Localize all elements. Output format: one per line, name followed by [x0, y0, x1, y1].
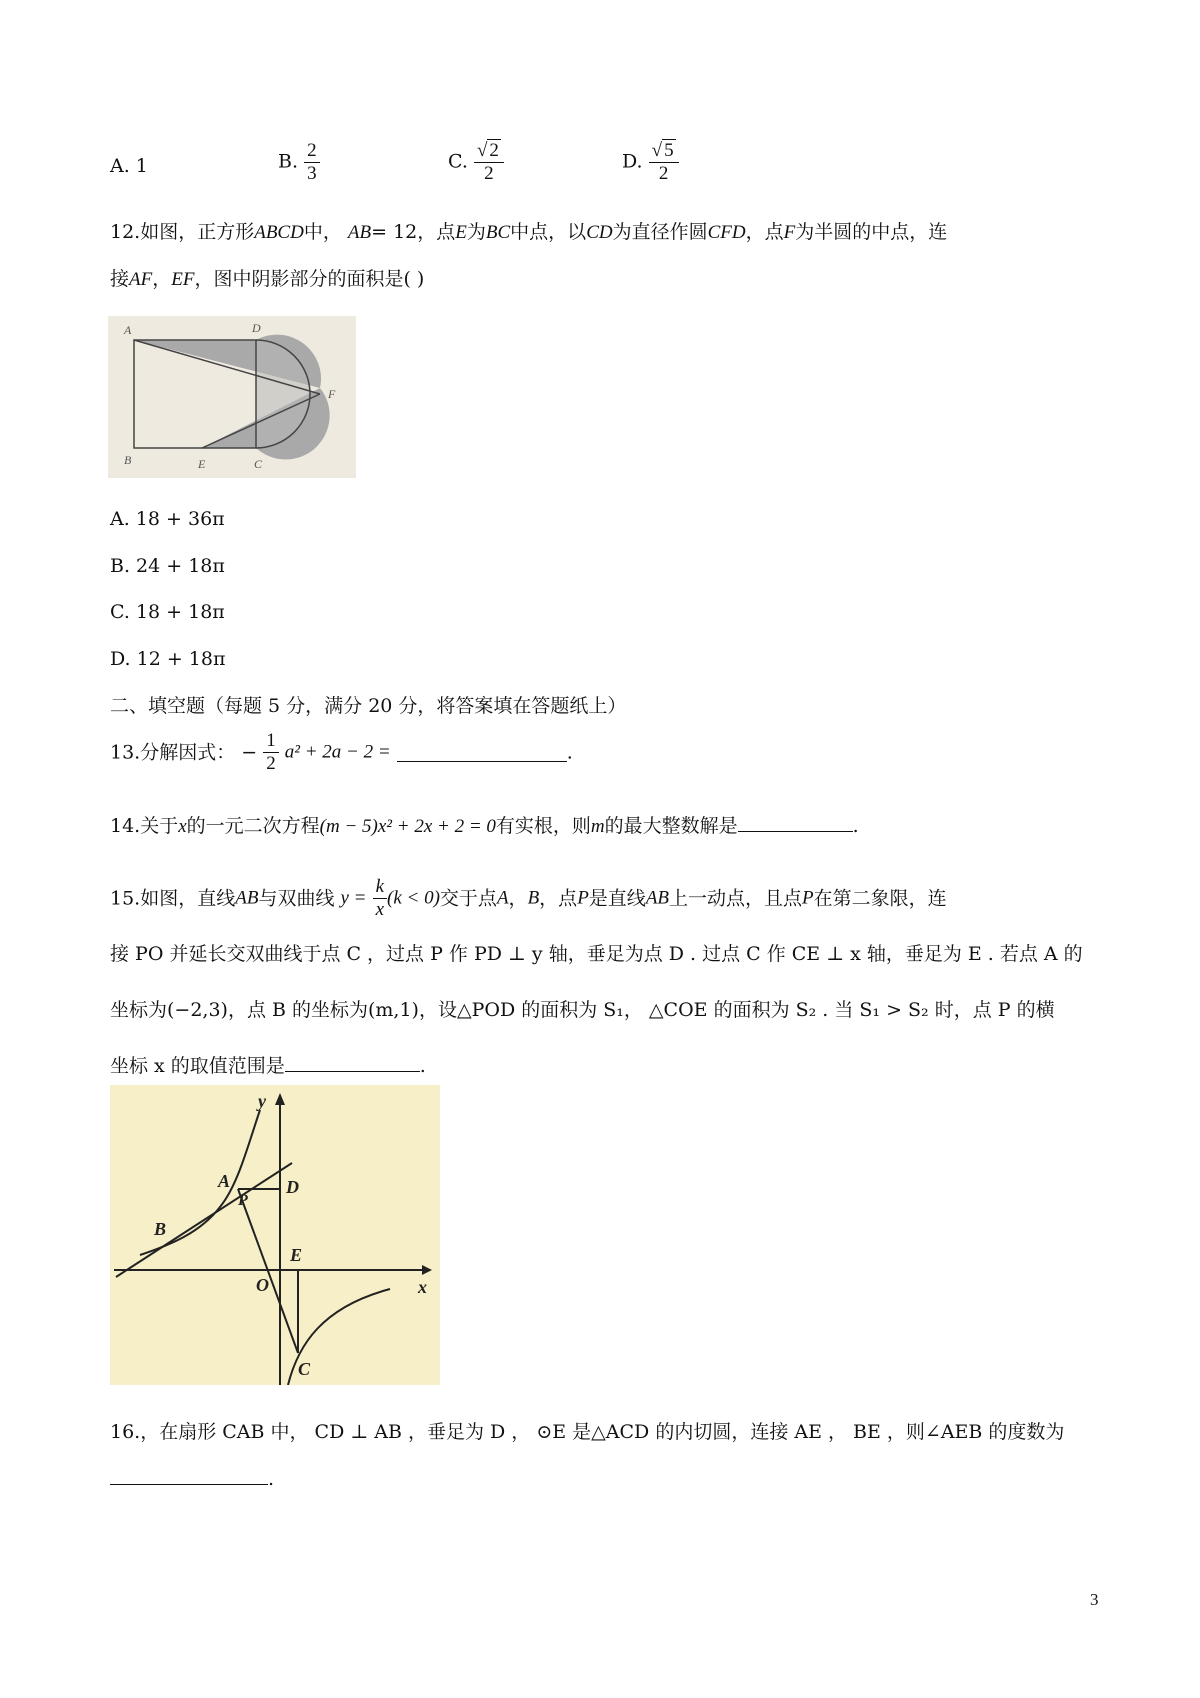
denominator: 2	[658, 163, 669, 184]
q12-label-d: D	[252, 321, 261, 335]
q13-expression: a² + 2a − 2 =	[284, 741, 391, 763]
q11-option-a: A. 1	[110, 155, 148, 177]
numerator: 1	[263, 730, 279, 753]
page-number: 3	[1090, 1590, 1099, 1609]
text: 14.关于	[110, 815, 179, 837]
text: = 12	[371, 221, 418, 243]
text: 12.如图，正方形	[110, 221, 255, 243]
q11-option-b-fraction	[304, 140, 320, 185]
text: 15.如图，直线	[110, 887, 236, 910]
var-x: x	[178, 816, 187, 837]
q12-label-a: A	[124, 323, 132, 337]
text: 中，	[303, 221, 342, 243]
q11-option-c-label: C.	[448, 150, 468, 173]
q16-answer-blank	[110, 1466, 268, 1485]
var-cd: CD	[586, 222, 613, 243]
q12-option-a: A. 18 + 36π	[110, 508, 225, 530]
q12-line-2	[110, 265, 424, 294]
text: 接	[110, 268, 130, 290]
q11-option-c	[448, 140, 504, 185]
denominator: 3	[307, 163, 317, 184]
q15-label-b: B	[154, 1219, 167, 1239]
var-a: A	[496, 887, 509, 909]
q15-line-2: 接 PO 并延长交双曲线于点 C ，过点 P 作 PD ⊥ y 轴，垂足为点 D . 过点 C 作 CE ⊥ x 轴，垂足为 E . 若点 A 的	[110, 943, 1083, 965]
text: 是直线	[588, 887, 646, 910]
q14	[110, 812, 859, 841]
text: 中点，以	[510, 221, 587, 243]
q15-figure	[110, 1085, 440, 1385]
text: ，	[152, 268, 172, 290]
q12-label-b: B	[124, 453, 132, 467]
var-ab: AB	[347, 222, 372, 243]
var-e: E	[455, 222, 467, 243]
q15-label-a: A	[218, 1171, 231, 1191]
var-cfd: CFD	[707, 222, 746, 243]
q15-answer-blank	[285, 1053, 420, 1072]
q12-label-c: C	[254, 457, 263, 471]
text: 的一元二次方程	[186, 815, 320, 837]
q12-option-c: C. 18 + 18π	[110, 601, 225, 623]
q12-option-d: D. 12 + 18π	[110, 648, 226, 670]
text: 为直径作圆	[612, 221, 708, 243]
q16-line-2	[110, 1465, 274, 1493]
q15-line-1	[110, 876, 947, 921]
var-af: AF	[129, 269, 153, 290]
text: 交于点	[439, 887, 497, 910]
text: ，	[508, 887, 528, 910]
numerator: 2	[304, 140, 320, 163]
q15-line-4	[110, 1052, 426, 1080]
q12-label-f: F	[328, 387, 336, 401]
q15-line-3: 坐标为(−2,3)，点 B 的坐标为(m,1)，设△POD 的面积为 S₁， △COE 的面积为 S₂ . 当 S₁ > S₂ 时，点 P 的横	[110, 999, 1055, 1021]
q11-option-d	[622, 140, 679, 185]
q15-label-y: y	[258, 1091, 266, 1111]
text: 为	[466, 221, 486, 243]
var-b: B	[527, 887, 540, 909]
text: ，点	[745, 221, 784, 243]
minus-sign: −	[241, 741, 258, 764]
numerator: √ 5	[649, 140, 679, 163]
text: ，图中阴影部分的面积是( )	[194, 268, 425, 290]
text: .	[852, 815, 859, 837]
q15-condition: (k < 0)	[387, 887, 440, 909]
radicand: 5	[664, 140, 674, 161]
q11-option-d-fraction	[649, 140, 679, 185]
q11-option-b-label: B.	[278, 150, 299, 173]
denominator: 2	[484, 163, 494, 184]
q15-label-c: C	[298, 1359, 311, 1379]
text: 与双曲线	[258, 887, 335, 910]
q13-answer-blank	[397, 743, 567, 762]
text: 有实根，则	[495, 815, 591, 837]
q15-label-d: D	[286, 1177, 299, 1197]
var-ef: EF	[171, 269, 195, 290]
text: 上一动点，且点	[669, 887, 803, 910]
text: 的最大整数解是	[604, 815, 738, 837]
var-bc: BC	[485, 222, 511, 243]
denominator: 2	[266, 753, 276, 774]
q11-option-b	[278, 140, 320, 185]
q15-fraction	[373, 876, 387, 921]
q15-label-x: x	[418, 1277, 427, 1297]
var-abcd: ABCD	[254, 222, 304, 243]
var-p: P	[802, 887, 814, 909]
q11-option-d-label: D.	[622, 150, 643, 173]
text: ，点	[539, 887, 578, 910]
q12-figure	[108, 316, 356, 478]
text: 在第二象限，连	[813, 887, 947, 910]
var-p: P	[577, 887, 589, 909]
q13-fraction	[263, 730, 279, 775]
denominator: x	[375, 899, 384, 920]
var-ab: AB	[645, 887, 670, 909]
text: 13.分解因式：	[110, 741, 236, 764]
q15-label-p: P	[238, 1192, 248, 1209]
q12-line-1	[110, 218, 947, 247]
numerator: √ 2	[474, 140, 504, 163]
q11-option-c-fraction	[474, 140, 504, 185]
q13	[110, 730, 573, 775]
q14-equation: (m − 5)x² + 2x + 2 = 0	[319, 816, 496, 837]
text: .	[566, 741, 573, 764]
q14-answer-blank	[738, 813, 853, 832]
q15-label-e: E	[290, 1245, 303, 1265]
q12-option-b: B. 24 + 18π	[110, 555, 225, 577]
text: 为半圆的中点，连	[795, 221, 948, 243]
q15-y-eq: y =	[340, 887, 367, 909]
radicand: 2	[489, 140, 499, 161]
q16-line-1: 16.，在扇形 CAB 中， CD ⊥ AB ，垂足为 D ， ⊙E 是△ACD 的内切圆，连接 AE ， BE ，则∠AEB 的度数为	[110, 1421, 1065, 1443]
var-m: m	[590, 816, 605, 837]
var-f: F	[783, 222, 796, 243]
var-ab: AB	[235, 887, 259, 909]
q15-label-o: O	[256, 1275, 269, 1295]
text: ，点	[417, 221, 456, 243]
text: 坐标 x 的取值范围是	[110, 1055, 285, 1077]
text: .	[419, 1055, 426, 1077]
section-2-heading: 二、填空题（每题 5 分，满分 20 分，将答案填在答题纸上）	[110, 695, 627, 717]
text: .	[268, 1468, 275, 1490]
q12-label-e: E	[198, 457, 206, 471]
numerator: k	[373, 876, 387, 899]
